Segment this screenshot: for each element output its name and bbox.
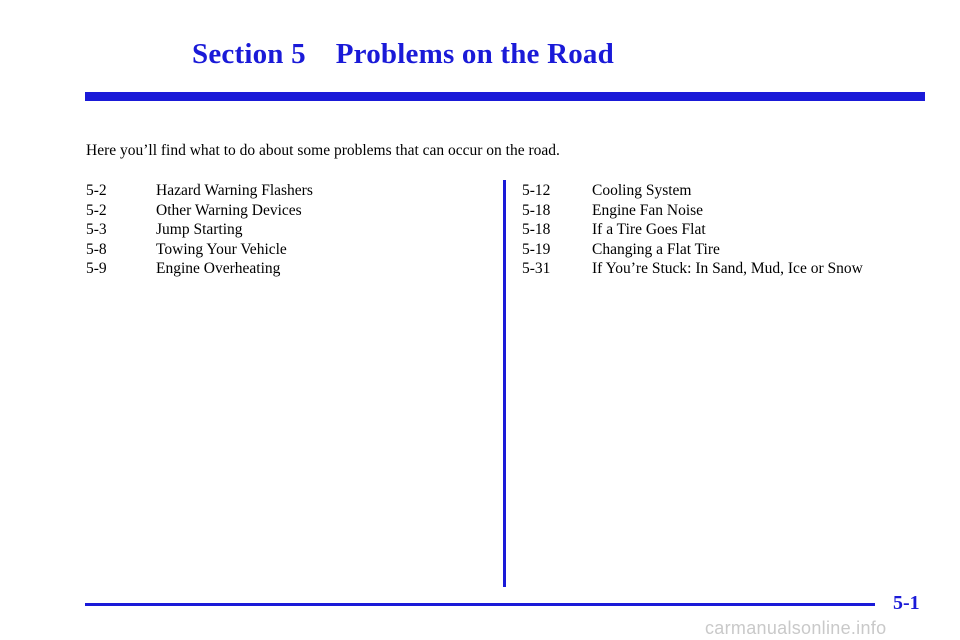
toc-entry-title: If You’re Stuck: In Sand, Mud, Ice or Snow: [592, 260, 863, 277]
toc-entry-title: Jump Starting: [156, 221, 243, 238]
toc-entry-title: Towing Your Vehicle: [156, 240, 287, 258]
toc-entry-title: Changing a Flat Tire: [592, 240, 720, 258]
toc-page-number: 5-2: [86, 201, 107, 219]
toc-entry-title: Other Warning Devices: [156, 201, 302, 219]
toc-entry[interactable]: [522, 240, 863, 260]
toc-entry-title: Engine Overheating: [156, 260, 281, 277]
toc-entry[interactable]: [522, 220, 863, 240]
toc-page-number: 5-18: [522, 221, 551, 238]
toc-entry-title: If a Tire Goes Flat: [592, 221, 706, 238]
toc-entry-title: Engine Fan Noise: [592, 201, 704, 219]
toc-entry-title: Cooling System: [592, 182, 692, 199]
watermark: carmanualsonline.info: [705, 618, 887, 638]
section-label: Section 5: [192, 38, 306, 70]
footer-rule: [85, 603, 875, 606]
toc-page-number: 5-2: [86, 182, 107, 199]
toc-page-number: 5-19: [522, 240, 551, 258]
intro-text: Here you’ll find what to do about some problems that can occur on the road.: [86, 142, 560, 159]
toc-page-number: 5-3: [86, 221, 107, 238]
toc-entry[interactable]: [522, 201, 863, 221]
toc-left-column: [86, 181, 313, 279]
column-divider: [503, 180, 506, 587]
toc-entry[interactable]: [86, 201, 313, 221]
toc-page-number: 5-12: [522, 182, 551, 199]
section-heading: [192, 38, 614, 71]
toc-entry[interactable]: [522, 181, 863, 201]
toc-entry[interactable]: [86, 259, 313, 279]
header-rule: [85, 92, 925, 101]
section-title: Problems on the Road: [335, 38, 614, 70]
toc-page-number: 5-18: [522, 201, 551, 219]
toc-page-number: 5-8: [86, 240, 107, 258]
toc-entry[interactable]: [86, 220, 313, 240]
toc-entry-title: Hazard Warning Flashers: [156, 182, 313, 199]
toc-entry[interactable]: [522, 259, 863, 279]
toc-right-column: [522, 181, 863, 279]
toc-entry[interactable]: [86, 181, 313, 201]
toc-page-number: 5-9: [86, 260, 107, 277]
toc-page-number: 5-31: [522, 260, 551, 277]
page-number: 5-1: [893, 592, 920, 614]
toc-entry[interactable]: [86, 240, 313, 260]
